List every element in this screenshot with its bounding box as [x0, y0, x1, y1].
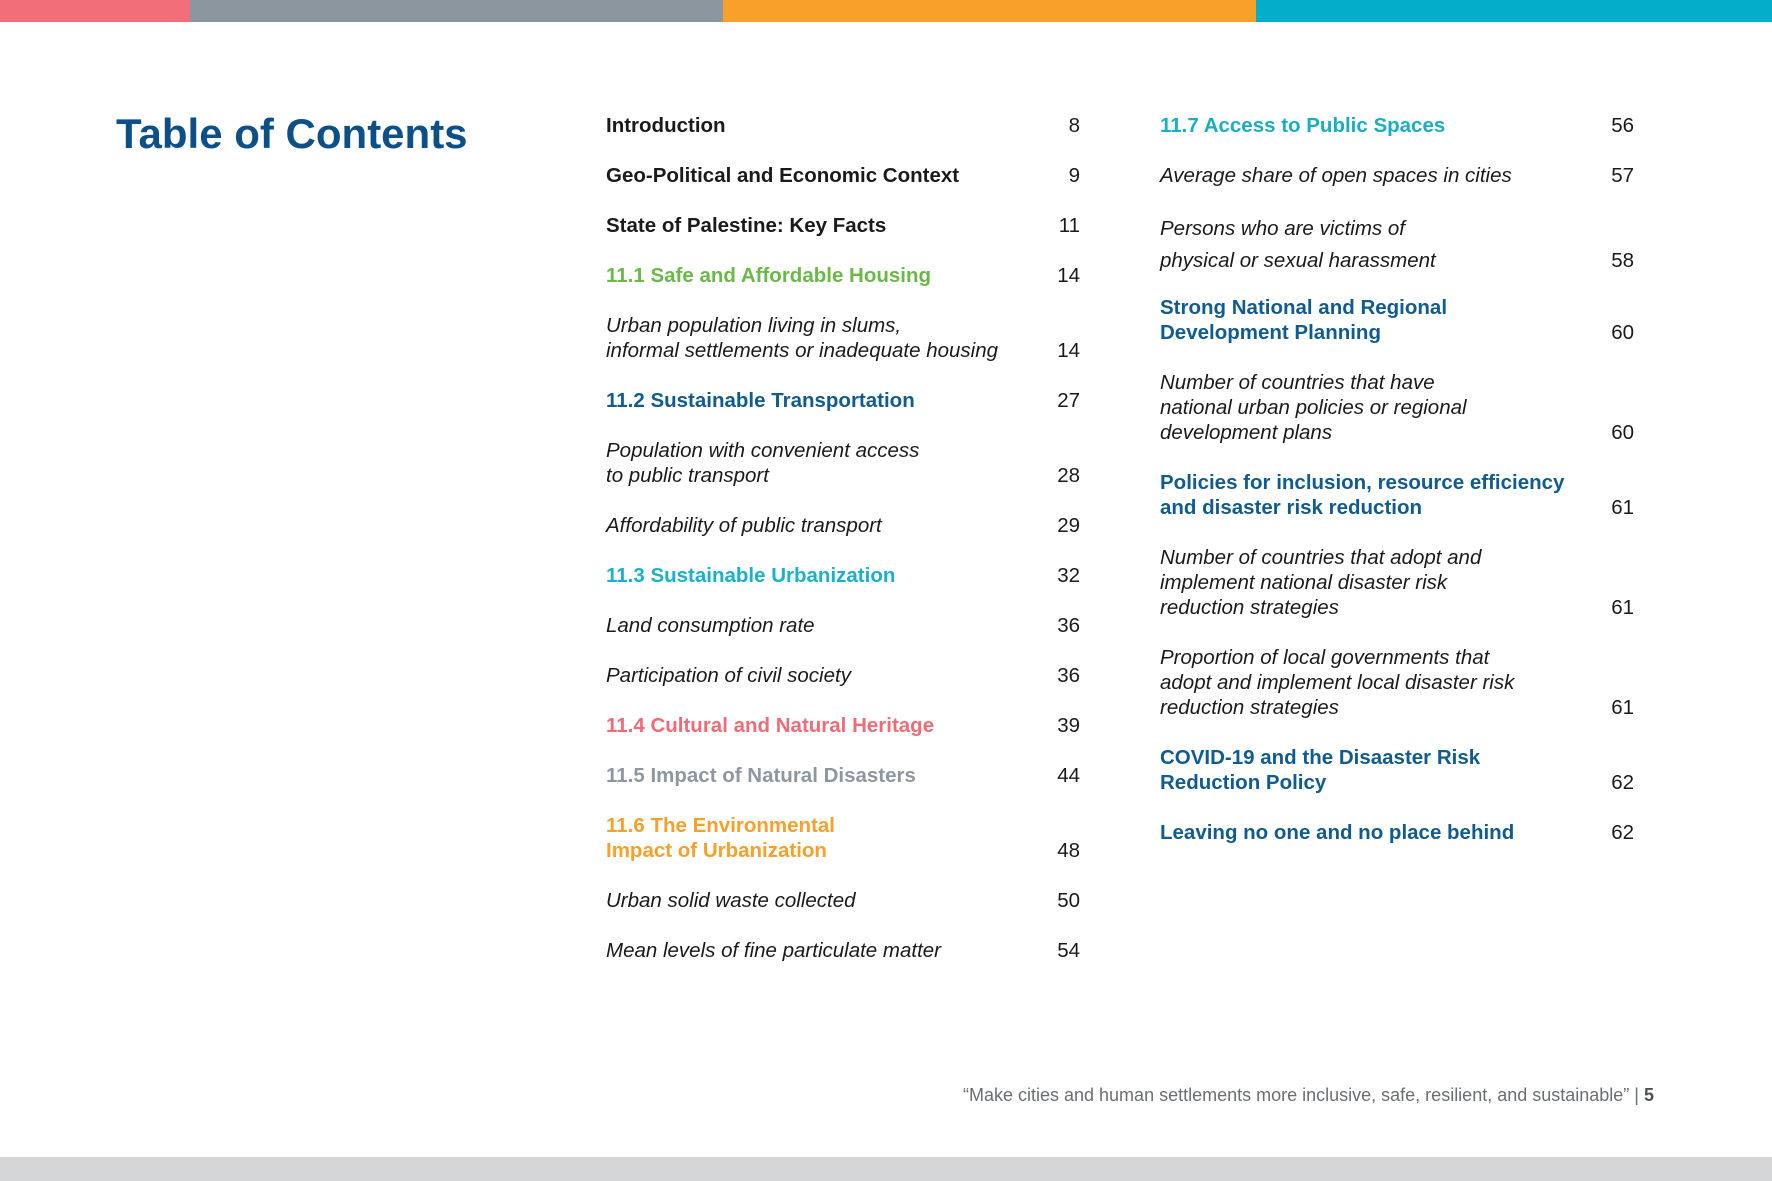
toc-entry[interactable]	[1160, 213, 1634, 277]
toc-left-column	[606, 113, 1080, 988]
toc-entry-label-line: Introduction	[606, 114, 726, 137]
toc-entry-label-line: Strong National and Regional	[1160, 296, 1448, 319]
toc-subsection-item	[1160, 370, 1467, 445]
toc-subsection-item	[606, 938, 941, 963]
toc-entry[interactable]	[1160, 113, 1634, 138]
toc-entry-label-line: national urban policies or regional	[1160, 396, 1467, 419]
toc-page-number: 56	[1611, 114, 1634, 137]
toc-entry-label-line: 11.2 Sustainable Transportation	[606, 389, 915, 412]
toc-section-heading	[606, 213, 886, 238]
toc-entry[interactable]	[606, 263, 1080, 288]
toc-section-heading	[1160, 745, 1480, 795]
toc-entry[interactable]	[606, 213, 1080, 238]
bar-segment-orange	[723, 0, 1256, 22]
toc-page-number: 32	[1057, 564, 1080, 587]
toc-page-number: 62	[1611, 771, 1634, 794]
toc-section-heading	[606, 388, 915, 413]
toc-page-number: 39	[1057, 714, 1080, 737]
page-footer	[963, 1083, 1654, 1107]
top-color-bar	[0, 0, 1772, 22]
toc-entry[interactable]	[606, 613, 1080, 638]
toc-entry[interactable]	[1160, 745, 1634, 795]
toc-section-heading	[606, 813, 835, 863]
toc-entry-label-line: Population with convenient access	[606, 439, 920, 462]
toc-section-heading	[606, 563, 895, 588]
toc-entry-label-line: Average share of open spaces in cities	[1160, 164, 1512, 187]
toc-entry[interactable]	[606, 438, 1080, 488]
toc-entry[interactable]	[606, 663, 1080, 688]
toc-section-heading	[606, 763, 916, 788]
toc-entry-label-line: Land consumption rate	[606, 614, 815, 637]
toc-entry-label-line: development plans	[1160, 421, 1333, 444]
toc-entry-label-line: State of Palestine: Key Facts	[606, 214, 887, 237]
toc-subsection-item	[606, 663, 851, 688]
toc-entry-label-line: Reduction Policy	[1160, 771, 1327, 794]
toc-page-number: 14	[1057, 339, 1080, 362]
toc-entry[interactable]	[1160, 295, 1634, 345]
toc-page-number: 58	[1611, 249, 1634, 272]
toc-entry[interactable]	[1160, 645, 1634, 720]
toc-entry[interactable]	[1160, 163, 1634, 188]
toc-entry[interactable]	[606, 713, 1080, 738]
toc-page-number: 54	[1057, 939, 1080, 962]
toc-section-heading	[606, 163, 959, 188]
toc-section-heading	[606, 263, 931, 288]
toc-entry-label-line: 11.1 Safe and Affordable Housing	[606, 264, 932, 287]
toc-entry[interactable]	[606, 813, 1080, 863]
toc-entry-label-line: COVID-19 and the Disaaster Risk	[1160, 746, 1481, 769]
toc-section-heading	[1160, 113, 1445, 138]
bar-segment-gray	[190, 0, 723, 22]
toc-entry-label-line: 11.5 Impact of Natural Disasters	[606, 764, 916, 787]
toc-entry-label-line: reduction strategies	[1160, 696, 1339, 719]
toc-section-heading	[1160, 470, 1564, 520]
toc-subsection-item	[606, 613, 815, 638]
toc-entry[interactable]	[1160, 470, 1634, 520]
toc-page-number: 48	[1057, 839, 1080, 862]
toc-entry[interactable]	[1160, 820, 1634, 845]
page-title: Table of Contents	[116, 110, 468, 157]
toc-entry[interactable]	[606, 563, 1080, 588]
toc-entry-label-line: and disaster risk reduction	[1160, 496, 1423, 519]
toc-subsection-item	[606, 438, 919, 488]
toc-entry-label-line: Proportion of local governments that	[1160, 646, 1490, 669]
footer-quote: “Make cities and human settlements more inclusive, safe, resilient, and sustainable” |	[962, 1085, 1644, 1105]
toc-entry[interactable]	[606, 888, 1080, 913]
toc-entry[interactable]	[606, 513, 1080, 538]
toc-subsection-item	[1160, 163, 1512, 188]
toc-page-number: 8	[1068, 114, 1080, 137]
toc-page-number: 29	[1057, 514, 1080, 537]
toc-page-number: 61	[1611, 696, 1634, 719]
toc-entry-label-line: Urban population living in slums,	[606, 314, 902, 337]
toc-page-number: 9	[1068, 164, 1080, 187]
toc-entry-label-line: Participation of civil society	[606, 664, 851, 687]
toc-page-number: 60	[1611, 421, 1634, 444]
toc-subsection-item	[1160, 213, 1436, 277]
toc-entry-label-line: Impact of Urbanization	[606, 839, 827, 862]
bottom-bar	[0, 1157, 1772, 1181]
toc-entry[interactable]	[1160, 370, 1634, 445]
toc-entry-label-line: Leaving no one and no place behind	[1160, 821, 1515, 844]
toc-right-column	[1160, 113, 1634, 870]
bar-segment-pink	[0, 0, 190, 22]
toc-entry-label-line: Development Planning	[1160, 321, 1381, 344]
toc-page-number: 11	[1058, 214, 1080, 237]
toc-page-number: 57	[1611, 164, 1634, 187]
toc-entry-label-line: 11.6 The Environmental	[606, 814, 835, 837]
toc-page-number: 36	[1057, 614, 1080, 637]
toc-entry-label-line: 11.4 Cultural and Natural Heritage	[606, 714, 935, 737]
toc-entry-label-line: 11.7 Access to Public Spaces	[1160, 114, 1446, 137]
toc-section-heading	[1160, 820, 1514, 845]
toc-entry-label-line: Urban solid waste collected	[606, 889, 856, 912]
toc-page-number: 36	[1057, 664, 1080, 687]
toc-section-heading	[1160, 295, 1447, 345]
toc-entry-label-line: physical or sexual harassment	[1160, 249, 1436, 272]
toc-subsection-item	[1160, 645, 1514, 720]
toc-entry-label-line: Geo-Political and Economic Context	[606, 164, 960, 187]
toc-page-number: 62	[1611, 821, 1634, 844]
toc-entry[interactable]	[606, 113, 1080, 138]
toc-page-number: 61	[1611, 496, 1634, 519]
toc-entry-label-line: reduction strategies	[1160, 596, 1339, 619]
toc-subsection-item	[606, 513, 882, 538]
toc-entry[interactable]	[1160, 545, 1634, 620]
toc-page-number: 60	[1611, 321, 1634, 344]
bar-segment-teal	[1256, 0, 1772, 22]
toc-entry-label-line: adopt and implement local disaster risk	[1160, 671, 1515, 694]
toc-subsection-item	[606, 313, 998, 363]
toc-entry-label-line: Policies for inclusion, resource efficiency	[1160, 471, 1565, 494]
toc-entry-label-line: Number of countries that have	[1160, 371, 1435, 394]
toc-entry[interactable]	[606, 763, 1080, 788]
toc-page-number: 28	[1057, 464, 1080, 487]
toc-entry-label-line: Number of countries that adopt and	[1160, 546, 1482, 569]
toc-entry-label-line: Affordability of public transport	[606, 514, 882, 537]
toc-entry[interactable]	[606, 313, 1080, 363]
toc-entry-label-line: 11.3 Sustainable Urbanization	[606, 564, 896, 587]
footer-page-number: 5	[1643, 1085, 1654, 1105]
toc-subsection-item	[1160, 545, 1481, 620]
toc-entry-label-line: Mean levels of fine particulate matter	[606, 939, 941, 962]
toc-entry[interactable]	[606, 938, 1080, 963]
toc-entry[interactable]	[606, 388, 1080, 413]
toc-page-number: 44	[1057, 764, 1080, 787]
toc-entry-label-line: to public transport	[606, 464, 769, 487]
toc-entry-label-line: Persons who are victims of	[1160, 217, 1405, 240]
toc-entry[interactable]	[606, 163, 1080, 188]
toc-entry-label-line: implement national disaster risk	[1160, 571, 1448, 594]
toc-page-number: 50	[1057, 889, 1080, 912]
toc-section-heading	[606, 713, 934, 738]
toc-page-number: 61	[1611, 596, 1634, 619]
toc-subsection-item	[606, 888, 856, 913]
toc-section-heading	[606, 113, 726, 138]
toc-page-number: 27	[1057, 389, 1080, 412]
toc-entry-label-line: informal settlements or inadequate housing	[606, 339, 999, 362]
toc-page-number: 14	[1057, 264, 1080, 287]
